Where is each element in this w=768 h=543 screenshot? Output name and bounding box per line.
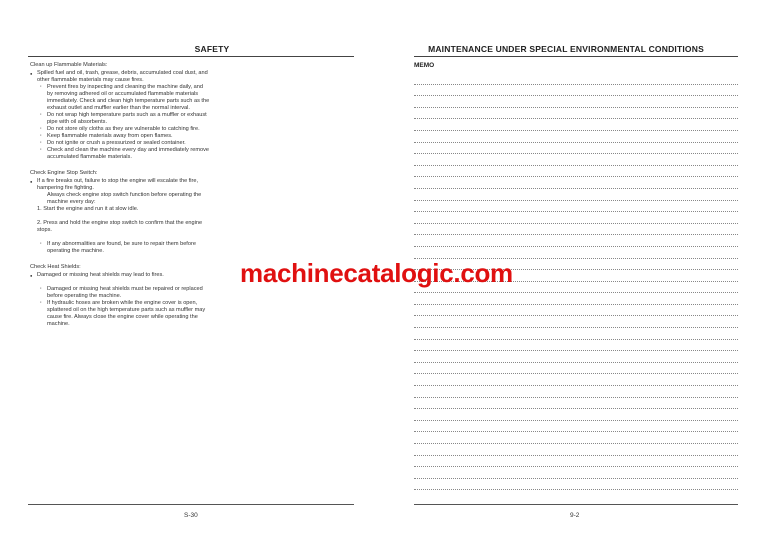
memo-line [414,316,738,328]
memo-line [414,189,738,201]
header-rule [28,56,354,57]
memo-line [414,96,738,108]
bullet-text: ● If a fire breaks out, failure to stop the engine will escalate the fire, hampering fire fighting. [30,178,210,192]
list-item: · Prevent fires by inspecting and cleaning the machine daily, and by removing adhered oil or accumulated flammable materials immediately. Check and clean high temperature parts such as the exhaust outlet and muffler earlier than the normal interval. [30,84,210,112]
list-item: · Keep flammable materials away from open flames. [30,133,210,140]
memo-line [414,479,738,491]
memo-line [414,131,738,143]
list-item: · Damaged or missing heat shields must be repaired or replaced before operating the machine. [30,286,210,300]
section-heading: Check Heat Shields: [30,264,81,270]
memo-line [414,73,738,85]
bullet-text: ● Damaged or missing heat shields may lead to fires. [30,272,210,279]
memo-line [414,224,738,236]
memo-line [414,201,738,213]
step-2: 2. Press and hold the engine stop switch to confirm that the engine stops. [37,220,203,233]
memo-line [414,108,738,120]
memo-line [414,328,738,340]
footer-rule [414,504,738,505]
memo-line [414,235,738,247]
memo-line [414,177,738,189]
memo-label: MEMO [414,62,435,69]
memo-line [414,467,738,479]
list-item: · If hydraulic hoses are broken while the engine cover is open, splattered oil on the high temperature parts such as muffler may cause fire. Always close the engine cover while operating the machine. [30,300,210,328]
memo-line [414,85,738,97]
memo-line [414,119,738,131]
memo-line [414,293,738,305]
footer-rule [28,504,354,505]
page-number: 9-2 [570,512,580,519]
memo-line [414,363,738,375]
bullet-text: ● Spilled fuel and oil, trash, grease, debris, accumulated coal dust, and other flammable materials may cause fires. [30,70,210,84]
watermark: machinecatalogic.com [240,258,513,288]
memo-line [414,374,738,386]
section-engine-stop [30,170,210,255]
memo-line [414,143,738,155]
memo-line [414,212,738,224]
memo-line [414,154,738,166]
memo-line [414,166,738,178]
page-title: SAFETY [194,44,230,54]
list-item: · Do not wrap high temperature parts such as a muffler or exhaust pipe with oil absorbents. [30,112,210,126]
list-item: · Do not ignite or crush a pressurized or sealed container. [30,140,210,147]
page-title: MAINTENANCE UNDER SPECIAL ENVIRONMENTAL CONDITIONS [428,44,704,54]
memo-line [414,351,738,363]
page-number: S-30 [184,512,198,519]
memo-line [414,305,738,317]
memo-line [414,409,738,421]
header-rule [414,56,738,57]
memo-line [414,247,738,259]
memo-line [414,398,738,410]
note-text: Always check engine stop switch function before operating the machine every day: [47,192,202,205]
list-item: · Check and clean the machine every day and immediately remove accumulated flammable materials. [30,147,210,161]
memo-line [414,421,738,433]
memo-line [414,432,738,444]
step-1: 1. Start the engine and run it at slow idle. [37,206,139,212]
list-item: · If any abnormalities are found, be sure to repair them before operating the machine. [30,241,210,255]
memo-line [414,386,738,398]
memo-line [414,456,738,468]
section-flammable [30,62,210,161]
safety-body [30,62,210,337]
section-heading: Check Engine Stop Switch: [30,170,98,176]
section-heading: Clean up Flammable Materials: [30,62,108,68]
list-item: · Do not store oily cloths as they are vulnerable to catching fire. [30,126,210,133]
section-heat-shields [30,264,210,328]
memo-line [414,444,738,456]
memo-line [414,340,738,352]
